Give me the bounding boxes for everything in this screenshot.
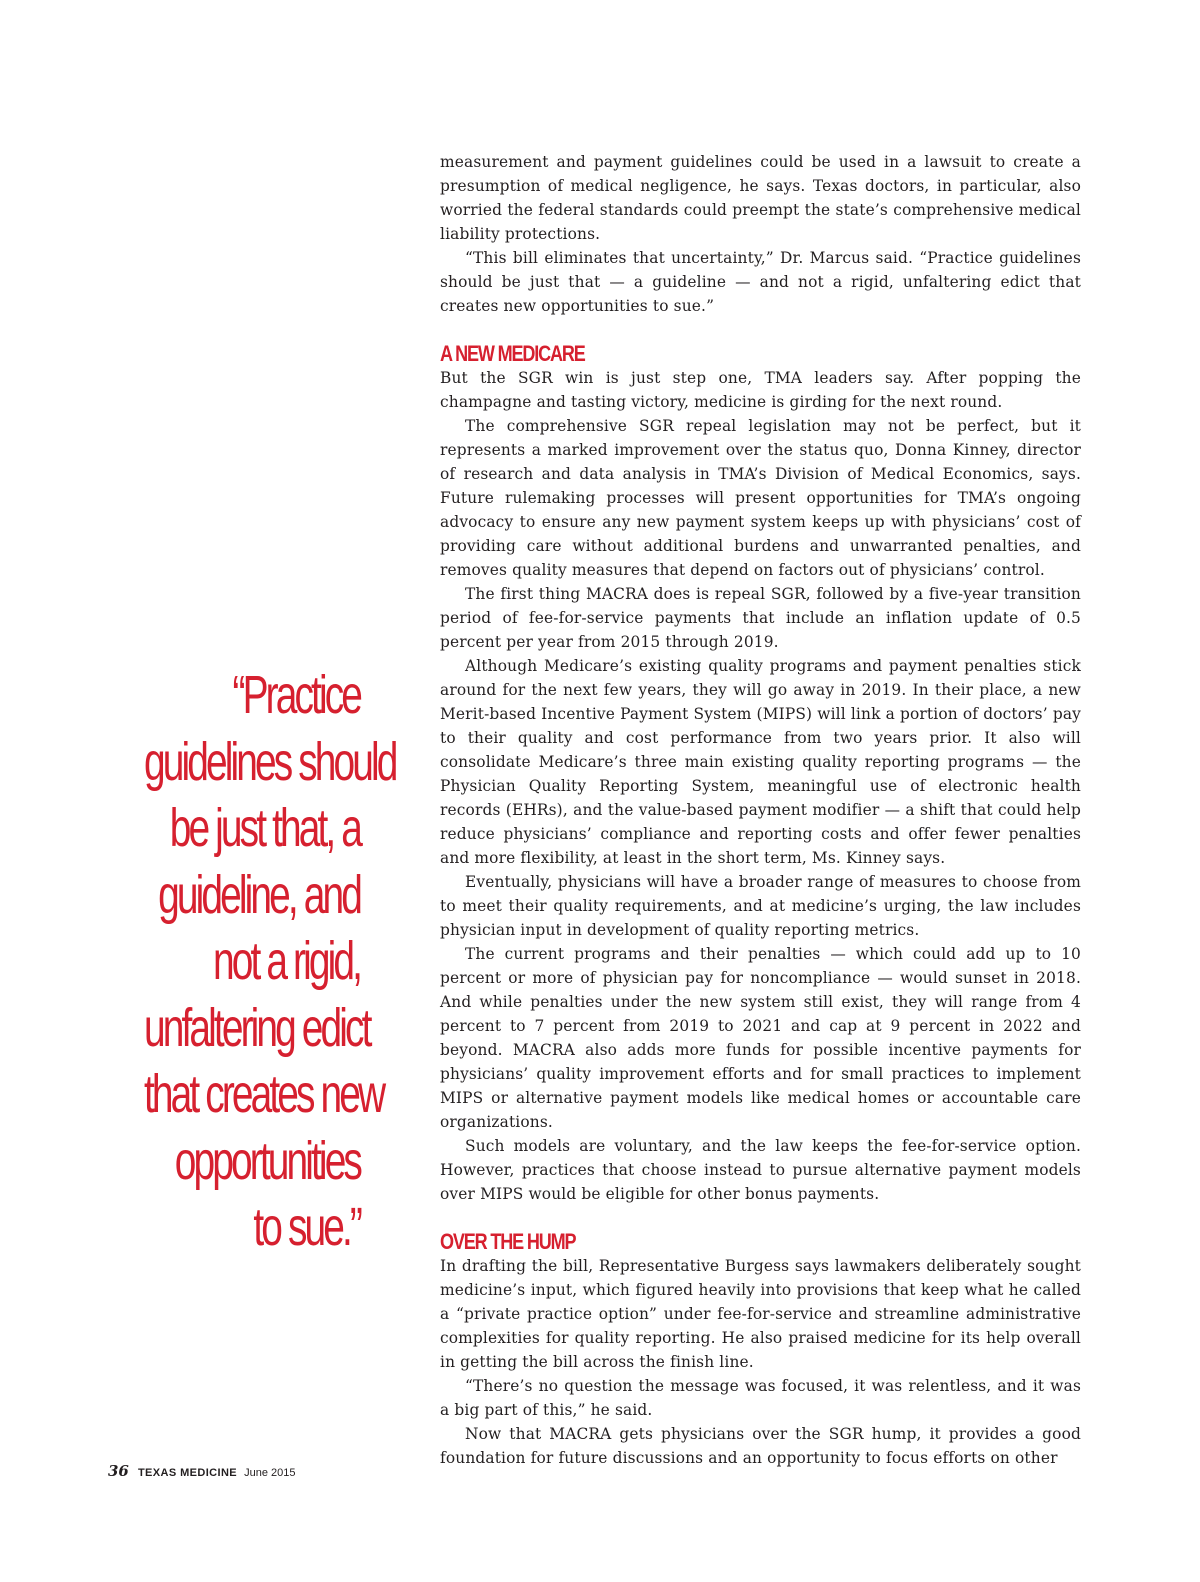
pull-quote-line: unfaltering edict	[143, 997, 370, 1058]
article-paragraph: The comprehensive SGR repeal legislation may not be perfect, but it represents a marked improvement over the status quo, Donna Kinney, director of research and data analysis in TMA’s Division of Medical Economics, says. Future rulemaking processes will present opportunities for TMA’s ongoing advocacy to ensure any new payment system keeps up with physicians’ cost of providing care without additional burdens and unwarranted penalties, and removes quality measures that depend on factors out of physicians’ control.	[440, 417, 1081, 579]
article-paragraph: Such models are voluntary, and the law keeps the fee-for-service option. However, practices that choose instead to pursue alternative payment models over MIPS would be eligible for other bonus payments.	[440, 1137, 1081, 1203]
pull-quote-line: opportunities	[174, 1130, 360, 1191]
article-paragraph: The current programs and their penalties — which could add up to 10 percent or more of physician pay for noncompliance — would sunset in 2018. And while penalties under the new system still exist, they will range from 4 percent to 7 percent from 2019 to 2021 and cap at 9 percent in 2022 and beyond. MACRA also adds more funds for possible incentive payments for physicians’ quality improvement efforts and for small practices to implement MIPS or alternative payment models like medical homes or accountable care organizations.	[440, 945, 1081, 1131]
article-paragraph: Eventually, physicians will have a broader range of measures to choose from to meet their quality requirements, and at medicine’s urging, the law includes physician input in development of quality reporting metrics.	[440, 873, 1081, 939]
pull-quote-line: that creates new	[143, 1064, 384, 1124]
article-paragraph: Although Medicare’s existing quality programs and payment penalties stick around for the next few years, they will go away in 2019. In their place, a new Merit-based Incentive Payment System (MIPS) will link a portion of doctors’ pay to their quality and cost performance from two years prior. It also will consolidate Medicare’s three main existing quality reporting programs — the Physician Quality Reporting System, meaningful use of electronic health records (EHRs), and the value-based payment modifier — a shift that could help reduce physicians’ compliance and reporting costs and offer fewer penalties and more flexibility, at least in the short term, Ms. Kinney says.	[440, 657, 1081, 867]
page-number: 36	[108, 1462, 129, 1480]
article-paragraph: “There’s no question the message was focused, it was relentless, and it was a big part of this,” he said.	[440, 1377, 1081, 1419]
article-paragraph: In drafting the bill, Representative Burgess says lawmakers deliberately sought medicine’s input, which figured heavily into provisions that keep what he called a “private practice option” under fee-for-service and streamline administrative complexities for quality reporting. He also praised medicine for its help overall in getting the bill across the finish line.	[440, 1257, 1081, 1371]
page-footer	[108, 1462, 296, 1480]
pull-quote-line: to sue.”	[253, 1197, 360, 1257]
magazine-title: TEXAS MEDICINE	[137, 1467, 238, 1479]
issue-date: June 2015	[244, 1467, 296, 1479]
article-paragraph: Now that MACRA gets physicians over the SGR hump, it provides a good foundation for future discussions and an opportunity to focus efforts on other	[440, 1425, 1081, 1467]
section-heading-new-medicare: A NEW MEDICARE	[440, 341, 585, 366]
pull-quote-line: guidelines should	[143, 731, 396, 792]
article-paragraph: The first thing MACRA does is repeal SGR, followed by a five-year transition period of fee-for-service payments that include an inflation update of 0.5 percent per year from 2015 through 2019.	[440, 585, 1081, 651]
pull-quote-line: guideline, and	[158, 864, 360, 925]
pull-quote	[60, 662, 396, 1261]
pull-quote-line: be just that, a	[169, 798, 360, 858]
article-paragraph: measurement and payment guidelines could be used in a lawsuit to create a presumption of medical negligence, he says. Texas doctors, in particular, also worried the federal standards could preempt the state’s comprehensive medical liability protections.	[440, 153, 1081, 243]
pull-quote-line: “Practice	[232, 665, 360, 725]
section-heading-over-the-hump: OVER THE HUMP	[440, 1229, 576, 1254]
article-body	[440, 150, 1081, 1470]
article-paragraph: “This bill eliminates that uncertainty,” Dr. Marcus said. “Practice guidelines should be just that — a guideline — and not a rigid, unfaltering edict that creates new opportunities to sue.”	[440, 249, 1081, 315]
pull-quote-line: not a rigid,	[213, 931, 360, 991]
article-paragraph: But the SGR win is just step one, TMA leaders say. After popping the champagne and tasting victory, medicine is girding for the next round.	[440, 369, 1081, 411]
